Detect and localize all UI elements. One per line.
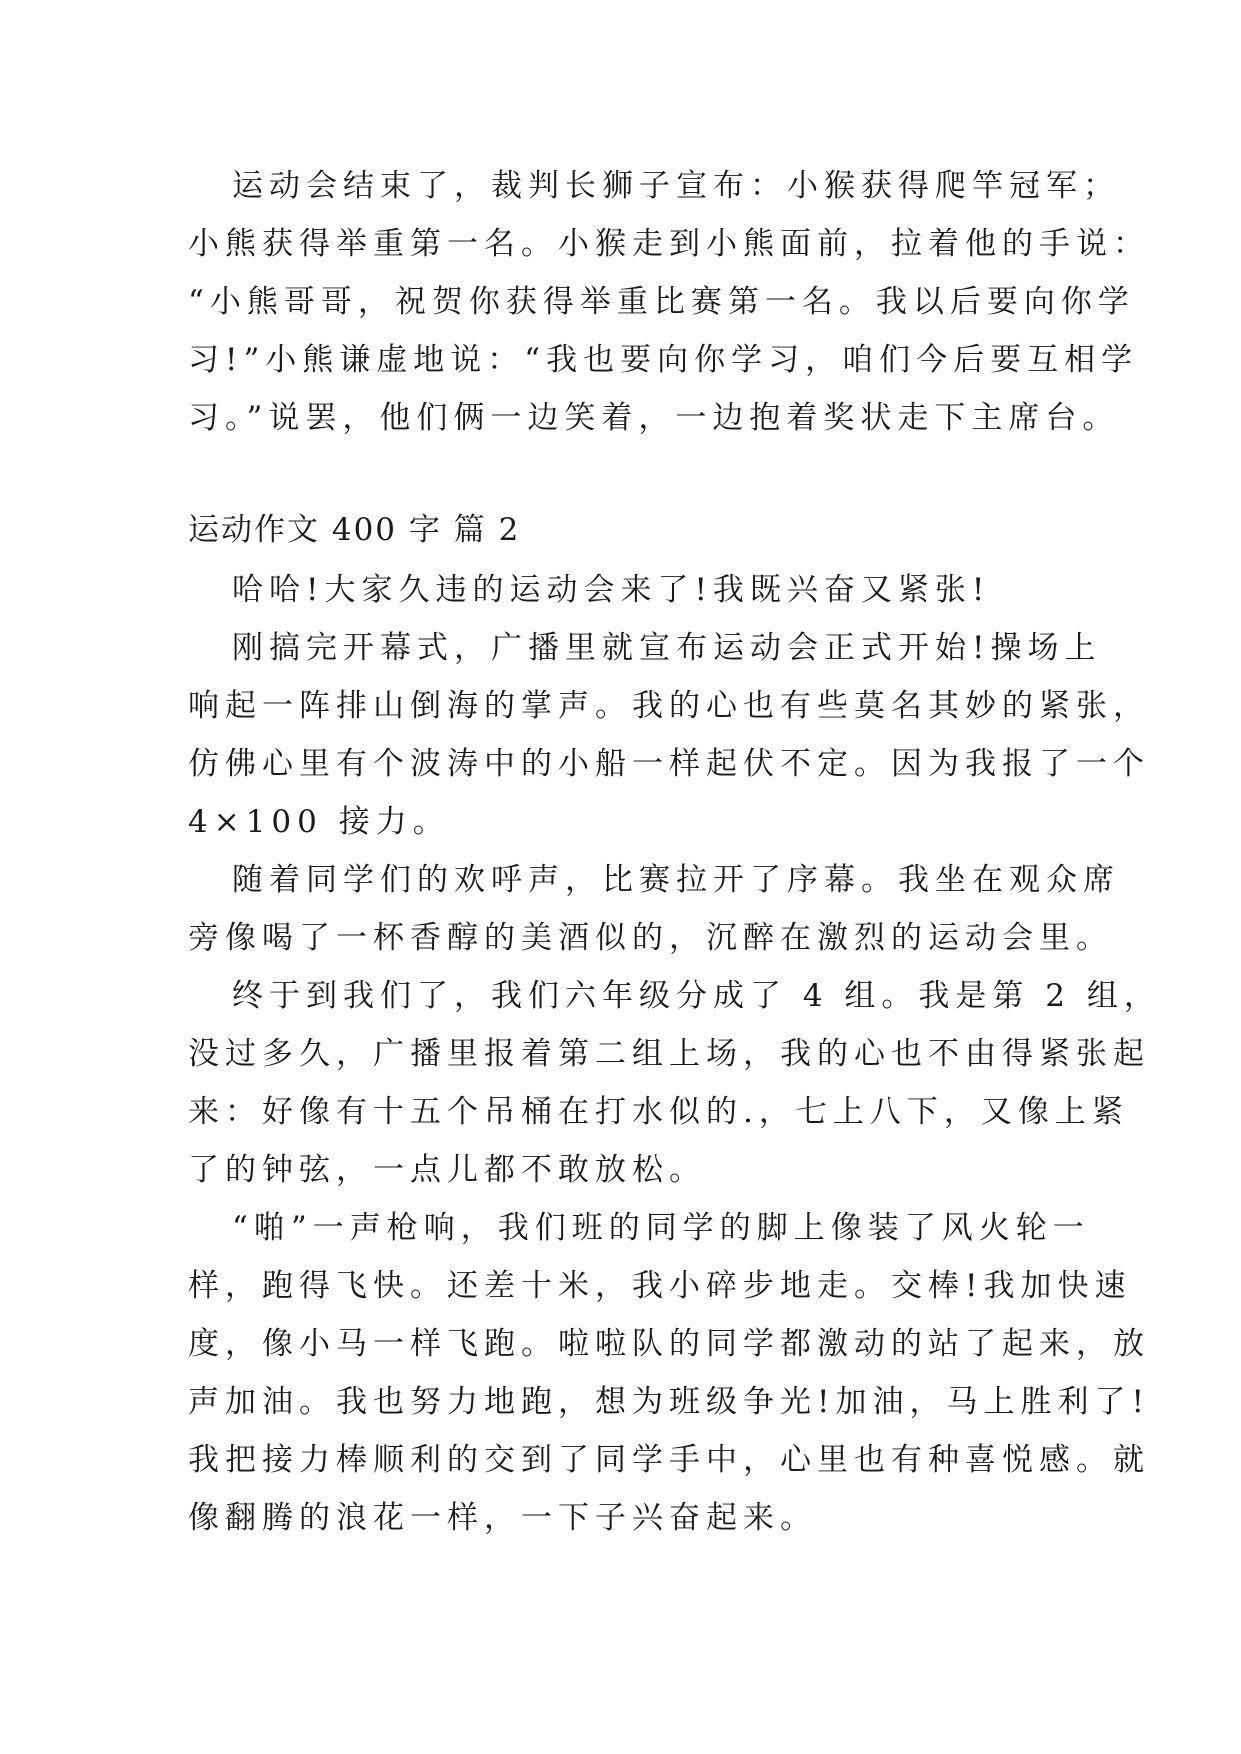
paragraph-line: 小熊获得举重第一名。小猴走到小熊面前，拉着他的手说：: [188, 226, 1150, 262]
paragraph-line: 4×100 接力。: [188, 804, 450, 840]
paragraph-line: 来：好像有十五个吊桶在打水似的.，七上八下，又像上紧: [188, 1094, 1129, 1130]
section-heading: 运动作文 400 字 篇 2: [188, 512, 521, 548]
paragraph-line: 度，像小马一样飞跑。啦啦队的同学都激动的站了起来，放: [188, 1326, 1150, 1362]
paragraph-line: 我把接力棒顺利的交到了同学手中，心里也有种喜悦感。就: [188, 1442, 1150, 1478]
paragraph-line: 习!”小熊谦虚地说：“我也要向你学习，咱们今后要互相学: [188, 342, 1139, 378]
paragraph-line: 响起一阵排山倒海的掌声。我的心也有些莫名其妙的紧张，: [188, 688, 1150, 724]
paragraph-line: “啪”一声枪响，我们班的同学的脚上像装了风火轮一: [232, 1210, 1090, 1246]
paragraph-line: 仿佛心里有个波涛中的小船一样起伏不定。因为我报了一个: [188, 746, 1150, 782]
paragraph-line: 样，跑得飞快。还差十米，我小碎步地走。交棒!我加快速: [188, 1268, 1132, 1304]
paragraph-line: 没过多久，广播里报着第二组上场，我的心也不由得紧张起: [188, 1036, 1150, 1072]
paragraph-line: 哈哈!大家久违的运动会来了!我既兴奋又紧张!: [232, 572, 991, 608]
paragraph-line: “小熊哥哥，祝贺你获得举重比赛第一名。我以后要向你学: [188, 284, 1135, 320]
paragraph-line: 随着同学们的欢呼声，比赛拉开了序幕。我坐在观众席: [232, 862, 1120, 898]
paragraph-line: 像翻腾的浪花一样，一下子兴奋起来。: [188, 1500, 817, 1536]
paragraph-line: 旁像喝了一杯香醇的美酒似的，沉醉在激烈的运动会里。: [188, 920, 1113, 956]
paragraph-line: 习。”说罢，他们俩一边笑着，一边抱着奖状走下主席台。: [188, 400, 1120, 436]
paragraph-line: 声加油。我也努力地跑，想为班级争光!加油，马上胜利了!: [188, 1384, 1150, 1420]
paragraph-line: 了的钟弦，一点儿都不敢放松。: [188, 1152, 706, 1188]
paragraph-line: 刚搞完开幕式，广播里就宣布运动会正式开始!操场上: [232, 630, 1102, 666]
paragraph-line: 运动会结束了，裁判长狮子宣布：小猴获得爬竿冠军；: [232, 168, 1120, 204]
paragraph-line: 终于到我们了，我们六年级分成了 4 组。我是第 2 组，: [232, 978, 1161, 1014]
